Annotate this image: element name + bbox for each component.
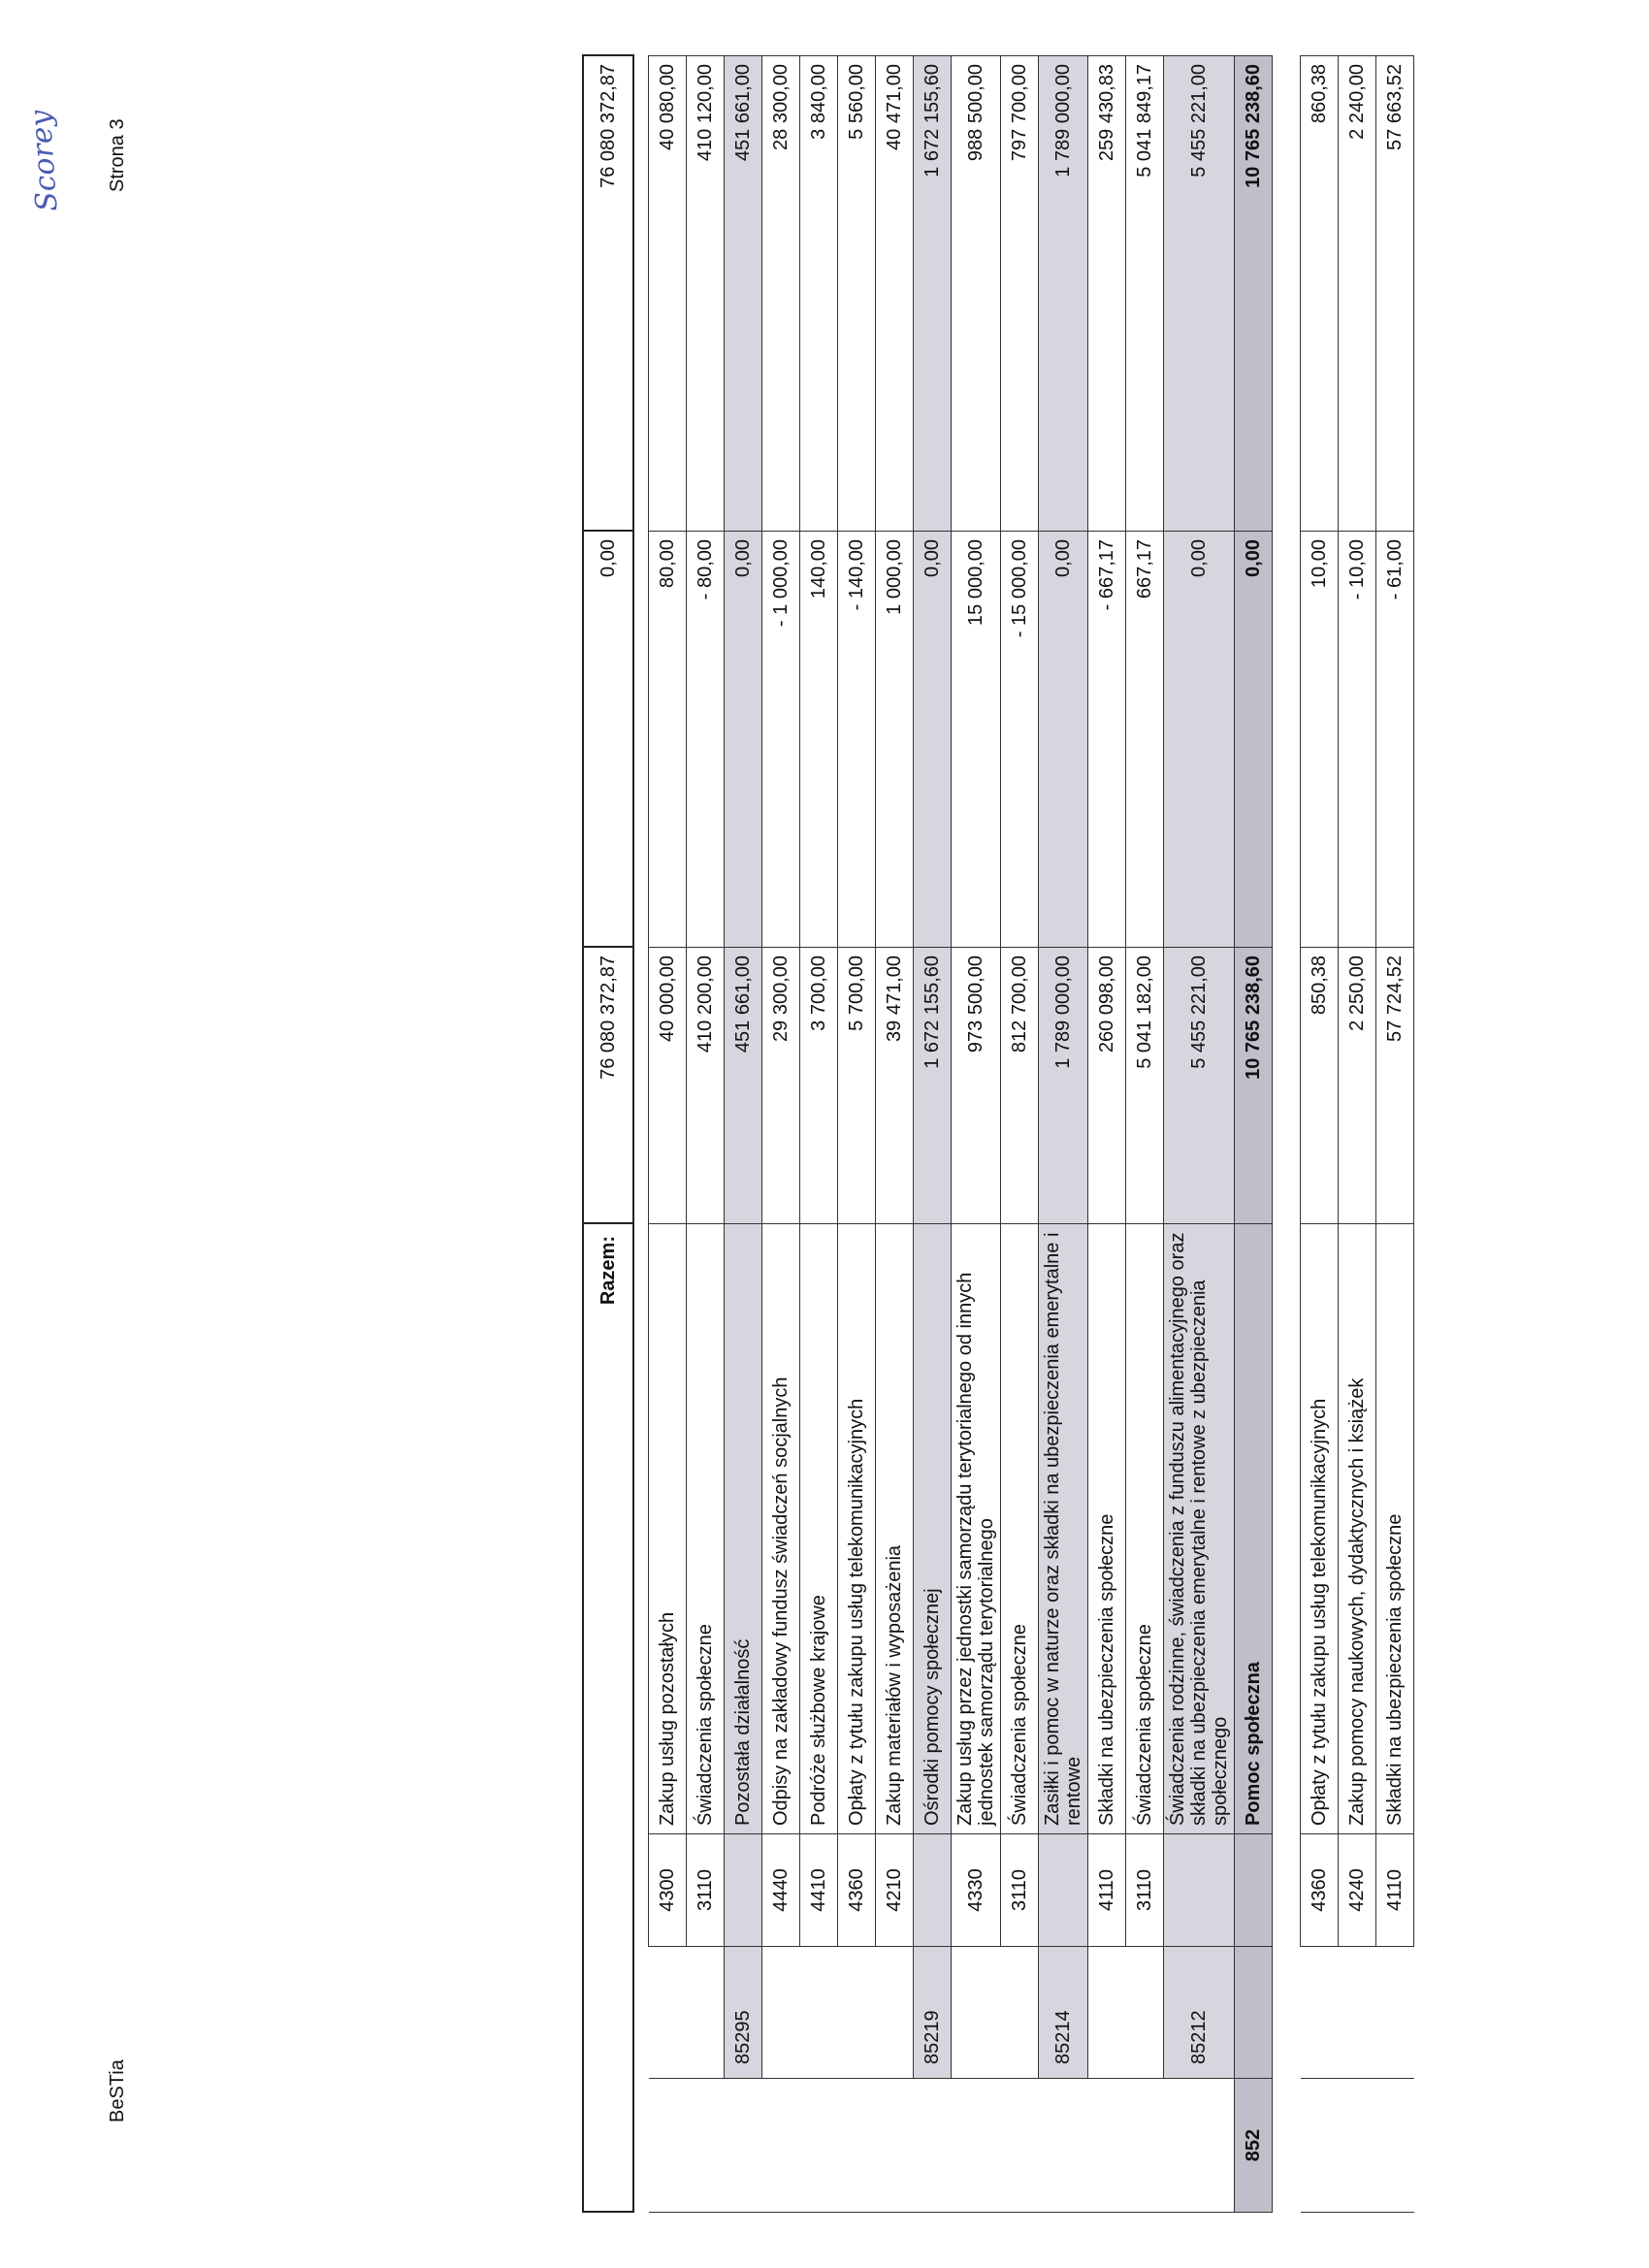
item-row — [1376, 56, 1414, 2213]
dzial-cell — [1301, 2079, 1339, 2213]
item-row — [649, 56, 687, 2213]
row-change: 667,17 — [1126, 532, 1164, 948]
rozdzial-cell — [876, 1947, 914, 2079]
rozdzial-cell — [1339, 1947, 1376, 2079]
row-after: 57 663,52 — [1376, 56, 1414, 532]
dzial-cell — [649, 2079, 687, 2213]
row-after: 5 560,00 — [838, 56, 876, 532]
rozdzial-code: 85214 — [1039, 1947, 1088, 2079]
paragraf-cell — [1039, 1834, 1088, 1947]
row-change: - 61,00 — [1376, 532, 1414, 948]
item-row — [952, 56, 1001, 2213]
row-name: Świadczenia społeczne — [687, 1224, 725, 1834]
row-name: Opłaty z tytułu zakupu usług telekomunikacyjnych — [838, 1224, 876, 1834]
row-change: 0,00 — [725, 532, 762, 948]
item-row — [876, 56, 914, 2213]
dzial-cell — [1126, 2079, 1164, 2213]
item-row — [1126, 56, 1164, 2213]
row-plan: 5 041 182,00 — [1126, 948, 1164, 1224]
row-change: 80,00 — [649, 532, 687, 948]
handwritten-signature: Scorey — [23, 109, 65, 213]
row-name: Zasiłki i pomoc w naturze oraz składki na ubezpieczenia emerytalne i rentowe — [1039, 1224, 1088, 1834]
item-row — [838, 56, 876, 2213]
row-plan: 812 700,00 — [1001, 948, 1039, 1224]
row-name: Podróże służbowe krajowe — [800, 1224, 838, 1834]
footer-software-name: BeSTia — [107, 2059, 128, 2122]
row-after: 451 661,00 — [725, 56, 762, 532]
budget-table — [648, 55, 1414, 2213]
rozdzial-cell — [687, 1947, 725, 2079]
spacer-cell — [1273, 56, 1301, 2213]
dzial-cell — [1164, 2079, 1235, 2213]
dzial-cell — [1376, 2079, 1414, 2213]
row-plan: 451 661,00 — [725, 948, 762, 1224]
row-after: 2 240,00 — [1339, 56, 1376, 532]
rozdzial-cell — [1376, 1947, 1414, 2079]
row-change: - 15 000,00 — [1001, 532, 1039, 948]
row-change: - 80,00 — [687, 532, 725, 948]
row-plan: 29 300,00 — [762, 948, 800, 1224]
rozdzial-cell — [800, 1947, 838, 2079]
dzial-cell — [725, 2079, 762, 2213]
dzial-cell — [876, 2079, 914, 2213]
row-after: 797 700,00 — [1001, 56, 1039, 532]
dzial-code: 852 — [1235, 2079, 1273, 2213]
row-plan: 260 098,00 — [1088, 948, 1126, 1224]
item-row — [762, 56, 800, 2213]
row-change: 140,00 — [800, 532, 838, 948]
budget-table-body — [649, 56, 1414, 2213]
row-plan: 850,38 — [1301, 948, 1339, 1224]
row-change: - 140,00 — [838, 532, 876, 948]
item-row — [687, 56, 725, 2213]
row-after: 410 120,00 — [687, 56, 725, 532]
row-plan: 1 789 000,00 — [1039, 948, 1088, 1224]
paragraf-code: 4410 — [800, 1834, 838, 1947]
row-name: Ośrodki pomocy społecznej — [914, 1224, 952, 1834]
paragraf-code: 3110 — [687, 1834, 725, 1947]
item-row — [1088, 56, 1126, 2213]
row-plan: 57 724,52 — [1376, 948, 1414, 1224]
division-row — [1235, 56, 1273, 2213]
dzial-cell — [1001, 2079, 1039, 2213]
row-after: 28 300,00 — [762, 56, 800, 532]
paragraf-code: 4440 — [762, 1834, 800, 1947]
paragraf-code: 4360 — [838, 1834, 876, 1947]
row-name: Świadczenia społeczne — [1001, 1224, 1039, 1834]
paragraf-cell — [1164, 1834, 1235, 1947]
item-row — [1339, 56, 1376, 2213]
row-plan: 2 250,00 — [1339, 948, 1376, 1224]
row-plan: 5 700,00 — [838, 948, 876, 1224]
row-name: Opłaty z tytułu zakupu usług telekomunikacyjnych — [1301, 1224, 1339, 1834]
paragraf-code: 4360 — [1301, 1834, 1339, 1947]
row-after: 1 789 000,00 — [1039, 56, 1088, 532]
rozdzial-code: 85295 — [725, 1947, 762, 2079]
rozdzial-cell — [1301, 1947, 1339, 2079]
row-change: 0,00 — [1164, 532, 1235, 948]
rozdzial-code: 85212 — [1164, 1947, 1235, 2079]
paragraf-code: 3110 — [1126, 1834, 1164, 1947]
rozdzial-cell — [762, 1947, 800, 2079]
rozdzial-cell — [1088, 1947, 1126, 2079]
row-change: - 10,00 — [1339, 532, 1376, 948]
row-name: Świadczenia rodzinne, świadczenia z funduszu alimentacyjnego oraz składki na ubezpieczenia emerytalne i rentowe z ubezpieczenia społecznego — [1164, 1224, 1235, 1834]
dzial-cell — [952, 2079, 1001, 2213]
paragraf-code: 4300 — [649, 1834, 687, 1947]
summary-label: Razem: — [583, 1223, 633, 2212]
row-plan: 10 765 238,60 — [1235, 948, 1273, 1224]
section-row — [914, 56, 952, 2213]
row-after: 860,38 — [1301, 56, 1339, 532]
rozdzial-cell — [1126, 1947, 1164, 2079]
row-plan: 5 455 221,00 — [1164, 948, 1235, 1224]
row-change: 1 000,00 — [876, 532, 914, 948]
dzial-cell — [687, 2079, 725, 2213]
row-name: Składki na ubezpieczenia społeczne — [1376, 1224, 1414, 1834]
row-name: Pozostała działalność — [725, 1224, 762, 1834]
item-row — [1301, 56, 1339, 2213]
rozdzial-code: 85219 — [914, 1947, 952, 2079]
row-name: Składki na ubezpieczenia społeczne — [1088, 1224, 1126, 1834]
dzial-cell — [914, 2079, 952, 2213]
summary-table — [582, 54, 634, 2213]
dzial-cell — [1339, 2079, 1376, 2213]
row-after: 10 765 238,60 — [1235, 56, 1273, 532]
spacer-row — [1273, 56, 1301, 2213]
dzial-cell — [1039, 2079, 1088, 2213]
dzial-cell — [1088, 2079, 1126, 2213]
row-name: Świadczenia społeczne — [1126, 1224, 1164, 1834]
row-after: 5 455 221,00 — [1164, 56, 1235, 532]
summary-change: 0,00 — [583, 531, 633, 947]
row-change: 15 000,00 — [952, 532, 1001, 948]
row-name: Pomoc społeczna — [1235, 1224, 1273, 1834]
row-name: Zakup usług przez jednostki samorządu terytorialnego od innych jednostek samorządu terytorialnego — [952, 1224, 1001, 1834]
row-after: 40 080,00 — [649, 56, 687, 532]
row-name: Zakup materiałów i wyposażenia — [876, 1224, 914, 1834]
summary-row — [583, 55, 633, 2212]
dzial-cell — [838, 2079, 876, 2213]
row-after: 988 500,00 — [952, 56, 1001, 532]
footer-page-number: Strona 3 — [107, 118, 128, 192]
item-row — [1001, 56, 1039, 2213]
section-row — [1039, 56, 1088, 2213]
row-after: 5 041 849,17 — [1126, 56, 1164, 532]
paragraf-cell — [725, 1834, 762, 1947]
paragraf-code: 4210 — [876, 1834, 914, 1947]
row-change: - 1 000,00 — [762, 532, 800, 948]
item-row — [800, 56, 838, 2213]
row-name: Odpisy na zakładowy fundusz świadczeń socjalnych — [762, 1224, 800, 1834]
rozdzial-cell — [838, 1947, 876, 2079]
section-row — [1164, 56, 1235, 2213]
row-change: 0,00 — [914, 532, 952, 948]
paragraf-code: 3110 — [1001, 1834, 1039, 1947]
rozdzial-cell — [1001, 1947, 1039, 2079]
section-row — [725, 56, 762, 2213]
paragraf-code: 4330 — [952, 1834, 1001, 1947]
row-after: 259 430,83 — [1088, 56, 1126, 532]
rozdzial-cell — [1235, 1947, 1273, 2079]
row-change: - 667,17 — [1088, 532, 1126, 948]
summary-plan: 76 080 372,87 — [583, 947, 633, 1223]
row-plan: 410 200,00 — [687, 948, 725, 1224]
paragraf-cell — [1235, 1834, 1273, 1947]
row-change: 0,00 — [1039, 532, 1088, 948]
row-name: Zakup pomocy naukowych, dydaktycznych i książek — [1339, 1224, 1376, 1834]
rozdzial-cell — [952, 1947, 1001, 2079]
paragraf-code: 4110 — [1376, 1834, 1414, 1947]
row-after: 40 471,00 — [876, 56, 914, 532]
row-change: 0,00 — [1235, 532, 1273, 948]
paragraf-code: 4240 — [1339, 1834, 1376, 1947]
summary-after: 76 080 372,87 — [583, 55, 633, 531]
row-plan: 3 700,00 — [800, 948, 838, 1224]
row-name: Zakup usług pozostałych — [649, 1224, 687, 1834]
row-after: 1 672 155,60 — [914, 56, 952, 532]
rozdzial-cell — [649, 1947, 687, 2079]
row-plan: 1 672 155,60 — [914, 948, 952, 1224]
row-after: 3 840,00 — [800, 56, 838, 532]
paragraf-cell — [914, 1834, 952, 1947]
dzial-cell — [800, 2079, 838, 2213]
row-change: 10,00 — [1301, 532, 1339, 948]
row-plan: 973 500,00 — [952, 948, 1001, 1224]
dzial-cell — [762, 2079, 800, 2213]
row-plan: 40 000,00 — [649, 948, 687, 1224]
paragraf-code: 4110 — [1088, 1834, 1126, 1947]
row-plan: 39 471,00 — [876, 948, 914, 1224]
